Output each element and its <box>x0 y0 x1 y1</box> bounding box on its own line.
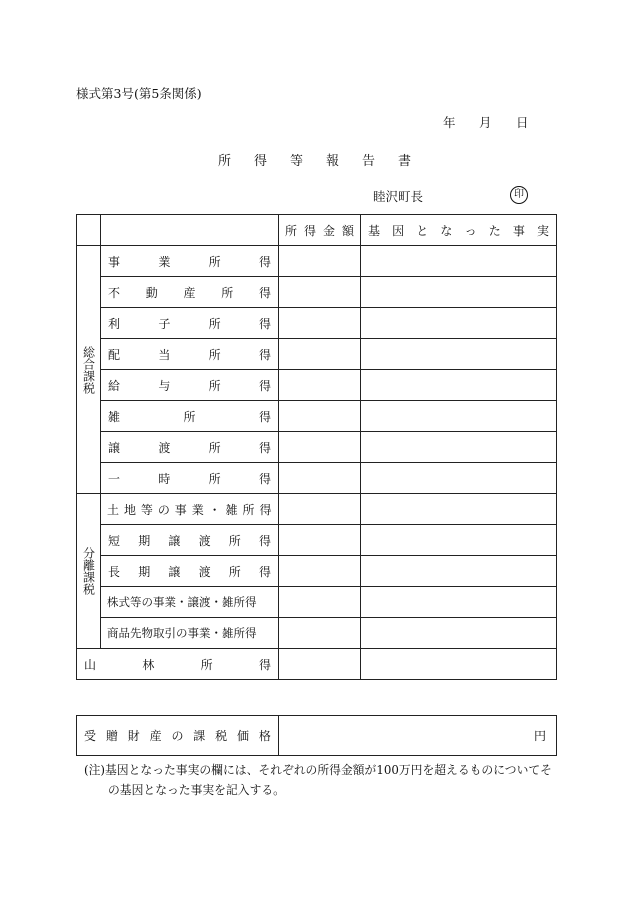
distributed-label <box>77 656 278 673</box>
valuation-amount-cell[interactable]: 円 <box>279 716 557 756</box>
label-char: 得 <box>258 347 271 362</box>
reason-cell[interactable] <box>361 525 557 556</box>
label-char: 所 <box>208 378 221 393</box>
label-char: ・ <box>208 502 222 517</box>
seal-mark: 印 <box>510 186 528 204</box>
distributed-label <box>101 532 278 549</box>
label-char: 時 <box>158 471 171 486</box>
reason-cell[interactable] <box>361 370 557 401</box>
amount-cell[interactable] <box>279 432 361 463</box>
label-char: 額 <box>341 223 354 238</box>
reason-cell[interactable] <box>361 432 557 463</box>
row-label <box>101 246 279 277</box>
row-label <box>101 556 279 587</box>
valuation-row <box>77 716 557 756</box>
label-char: 所 <box>200 657 213 672</box>
table-row <box>77 401 557 432</box>
label-char: 所 <box>208 347 221 362</box>
addressee: 睦沢町長 <box>373 189 424 204</box>
label-char: 所 <box>285 223 298 238</box>
amount-cell[interactable] <box>279 370 361 401</box>
row-label <box>101 432 279 463</box>
table-row <box>77 277 557 308</box>
title-char: 等 <box>290 154 304 169</box>
distributed-label <box>101 439 278 456</box>
reason-cell[interactable] <box>361 463 557 494</box>
label-char: 当 <box>158 347 171 362</box>
row-label-forest <box>77 649 279 680</box>
row-label <box>101 525 279 556</box>
label-char: 給 <box>108 378 121 393</box>
distributed-label <box>101 284 278 301</box>
label-char: 所 <box>228 533 241 548</box>
header-amount <box>279 215 361 246</box>
valuation-label <box>77 716 279 756</box>
date-day-label: 日 <box>516 115 529 130</box>
label-char: 与 <box>158 378 171 393</box>
date-year-label: 年 <box>443 115 456 130</box>
footnote <box>84 760 564 800</box>
row-label <box>101 494 279 525</box>
reason-cell[interactable] <box>361 277 557 308</box>
title-char: 告 <box>362 154 376 169</box>
footnote-line-1: (注)基因となった事実の欄には、それぞれの所得金額が100万円を超えるものについてそ <box>84 763 552 777</box>
label-char: 財 <box>127 729 140 743</box>
distributed-label <box>101 253 278 270</box>
label-char: 基 <box>368 223 381 238</box>
label-char: 金 <box>322 223 335 238</box>
income-table <box>76 214 557 680</box>
title-char: 報 <box>326 154 340 169</box>
label-char: 得 <box>258 533 271 548</box>
label-char: た <box>488 223 501 238</box>
label-char: 一 <box>108 471 121 486</box>
label-char: 所 <box>208 254 221 269</box>
label-char: の <box>157 502 171 517</box>
label-char: 山 <box>84 657 97 672</box>
row-label <box>101 463 279 494</box>
label-char: 得 <box>258 657 271 672</box>
table-row <box>77 339 557 370</box>
label-char: 短 <box>108 533 121 548</box>
label-char: 所 <box>221 285 234 300</box>
label-char: 地 <box>123 502 137 517</box>
label-char: 利 <box>108 316 121 331</box>
label-char: 得 <box>259 502 272 517</box>
label-char: と <box>416 223 429 238</box>
amount-cell[interactable] <box>279 494 361 525</box>
amount-cell[interactable] <box>279 339 361 370</box>
label-char: 産 <box>149 729 162 743</box>
label-char: 渡 <box>198 564 211 579</box>
amount-cell[interactable] <box>279 277 361 308</box>
distributed-label <box>361 222 556 239</box>
label-char: 譲 <box>168 564 181 579</box>
label-char: 譲 <box>108 440 121 455</box>
label-char: 贈 <box>105 729 118 743</box>
label-char: 長 <box>108 564 121 579</box>
table-row <box>77 494 557 525</box>
amount-cell[interactable] <box>279 649 361 680</box>
group-label-sogo: 総合課税 <box>81 345 96 394</box>
row-label <box>101 401 279 432</box>
table-row <box>77 556 557 587</box>
row-label <box>101 308 279 339</box>
label-char: 林 <box>142 657 155 672</box>
label-char: 産 <box>183 285 196 300</box>
footnote-line-2: の基因となった事実を記入する。 <box>108 783 285 797</box>
document-title <box>218 150 434 169</box>
distributed-label <box>101 501 278 518</box>
table-row <box>77 587 557 618</box>
table-row <box>77 246 557 277</box>
reason-cell[interactable] <box>361 618 557 649</box>
amount-cell[interactable] <box>279 246 361 277</box>
label-char: 受 <box>84 729 97 743</box>
label-char: っ <box>464 223 477 238</box>
table-header-row <box>77 215 557 246</box>
table-row <box>77 308 557 339</box>
label-char: 雑 <box>225 502 239 517</box>
label-char: 得 <box>258 285 271 300</box>
label-char: 所 <box>208 440 221 455</box>
label-char: な <box>440 223 453 238</box>
label-char: 配 <box>108 347 121 362</box>
label-char: 渡 <box>198 533 211 548</box>
label-char: 得 <box>258 316 271 331</box>
label-char: 価 <box>237 729 250 743</box>
reason-cell[interactable] <box>361 649 557 680</box>
amount-cell[interactable] <box>279 525 361 556</box>
label-char: 格 <box>258 729 271 743</box>
title-char: 書 <box>398 154 412 169</box>
table-row <box>77 463 557 494</box>
amount-cell[interactable] <box>279 308 361 339</box>
header-reason <box>361 215 557 246</box>
header-blank <box>77 215 101 246</box>
label-char: 得 <box>303 223 316 238</box>
row-label-text: 商品先物取引の事業・雑所得 <box>107 626 257 640</box>
form-number: 様式第3号(第5条関係) <box>76 86 202 101</box>
label-char: 課 <box>193 729 206 743</box>
label-char: 雑 <box>108 409 121 424</box>
row-label <box>101 370 279 401</box>
table-row <box>77 432 557 463</box>
valuation-table <box>76 715 557 756</box>
table-row <box>77 370 557 401</box>
reason-cell[interactable] <box>361 494 557 525</box>
row-label <box>101 587 279 618</box>
group-label-bunri: 分離課税 <box>81 547 96 595</box>
row-label <box>101 277 279 308</box>
reason-cell[interactable] <box>361 556 557 587</box>
distributed-label <box>279 222 360 239</box>
label-char: 動 <box>145 285 158 300</box>
label-char: 所 <box>183 409 196 424</box>
label-char: 事 <box>108 254 121 269</box>
label-char: の <box>171 729 184 743</box>
group-label-cell <box>77 246 101 494</box>
label-char: 因 <box>392 223 405 238</box>
label-char: 土 <box>107 502 120 517</box>
label-char: 所 <box>228 564 241 579</box>
label-char: 等 <box>140 502 154 517</box>
label-char: 業 <box>158 254 171 269</box>
distributed-label <box>101 470 278 487</box>
label-char: 不 <box>108 285 121 300</box>
table-row <box>77 649 557 680</box>
label-char: 所 <box>242 502 256 517</box>
date-month-label: 月 <box>479 115 492 130</box>
reason-cell[interactable] <box>361 308 557 339</box>
reason-cell[interactable] <box>361 587 557 618</box>
row-label <box>101 618 279 649</box>
reason-cell[interactable] <box>361 401 557 432</box>
distributed-label <box>101 377 278 394</box>
reason-cell[interactable] <box>361 246 557 277</box>
label-char: 事 <box>174 502 188 517</box>
group-label-cell <box>77 494 101 649</box>
amount-cell[interactable] <box>279 587 361 618</box>
label-char: 子 <box>158 316 171 331</box>
label-char: 業 <box>191 502 205 517</box>
label-char: 譲 <box>168 533 181 548</box>
row-label <box>101 339 279 370</box>
title-char: 所 <box>218 154 232 169</box>
distributed-label <box>101 408 278 425</box>
header-blank <box>101 215 279 246</box>
table-row <box>77 618 557 649</box>
distributed-label <box>101 563 278 580</box>
amount-cell[interactable] <box>279 556 361 587</box>
distributed-label <box>101 315 278 332</box>
label-char: 渡 <box>158 440 171 455</box>
label-char: 期 <box>138 564 151 579</box>
row-label-text: 株式等の事業・譲渡・雑所得 <box>107 595 257 609</box>
label-char: 期 <box>138 533 151 548</box>
date-line <box>443 113 529 131</box>
distributed-label <box>101 346 278 363</box>
label-char: 得 <box>258 409 271 424</box>
amount-cell[interactable] <box>279 401 361 432</box>
label-char: 得 <box>258 254 271 269</box>
table-row <box>77 525 557 556</box>
title-char: 得 <box>254 154 268 169</box>
label-char: 所 <box>208 316 221 331</box>
amount-cell[interactable] <box>279 618 361 649</box>
label-char: 税 <box>215 729 228 743</box>
label-char: 得 <box>258 378 271 393</box>
label-char: 実 <box>536 223 549 238</box>
label-char: 所 <box>208 471 221 486</box>
amount-cell[interactable] <box>279 463 361 494</box>
label-char: 得 <box>258 564 271 579</box>
label-char: 得 <box>258 440 271 455</box>
reason-cell[interactable] <box>361 339 557 370</box>
label-char: 事 <box>512 223 525 238</box>
label-char: 得 <box>258 471 271 486</box>
distributed-label <box>77 727 278 744</box>
